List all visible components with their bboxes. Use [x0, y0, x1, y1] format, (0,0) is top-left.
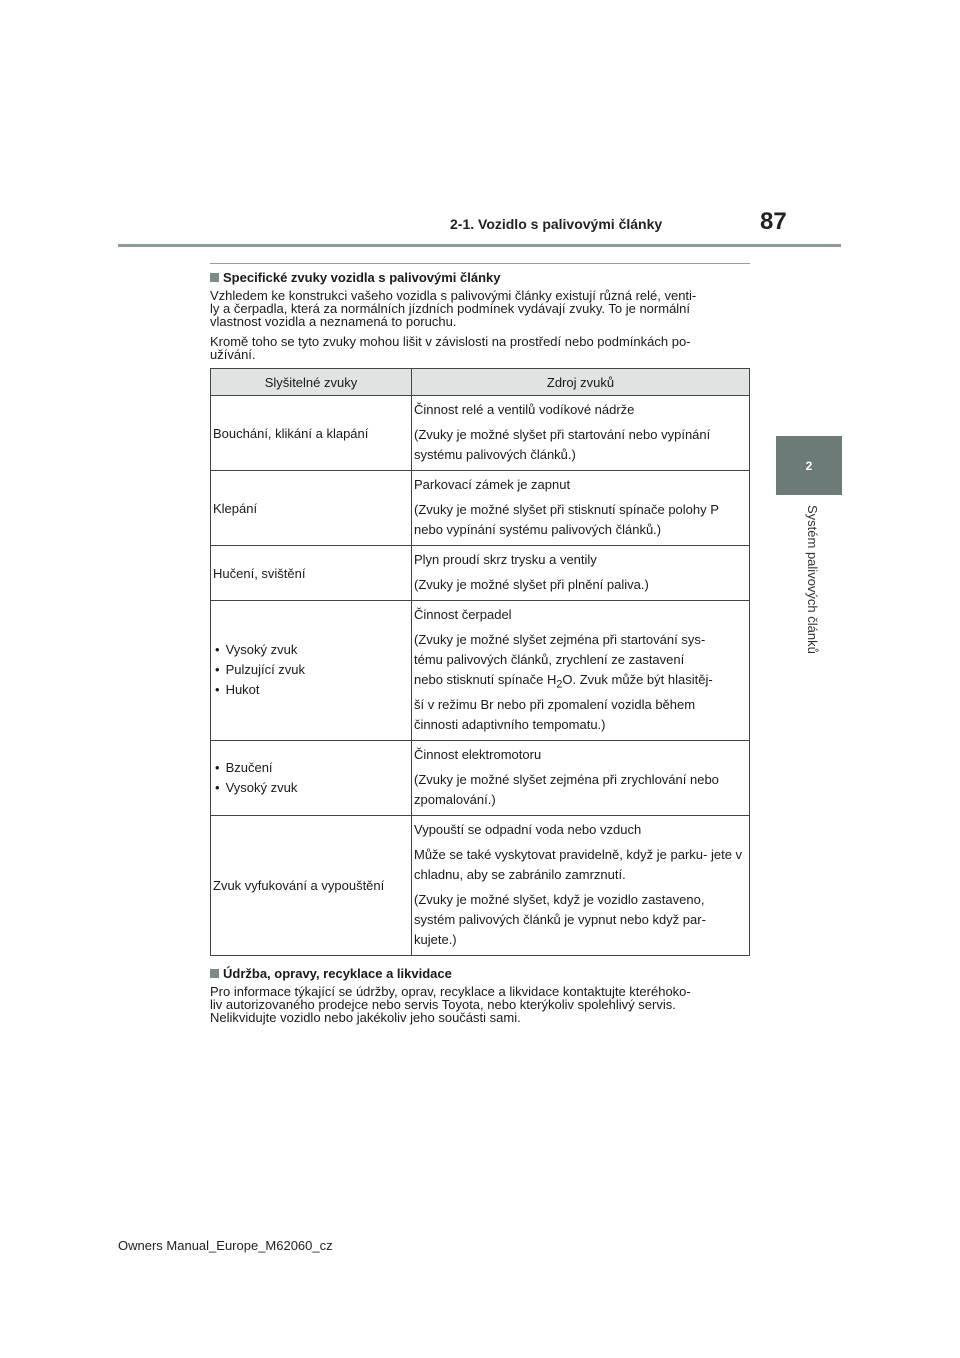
list-item: • Vysoký zvuk: [213, 778, 409, 798]
table-row: [211, 396, 750, 471]
paragraph-maintenance: [210, 985, 750, 1024]
table-row: [211, 815, 750, 955]
text-line: O. Zvuk může být hlasitěj-: [562, 672, 713, 687]
chapter-tab: [776, 436, 842, 495]
text-line: liv autorizovaného prodejce nebo servis Toyota, nebo kterýkoliv spolehlivý servis.: [210, 996, 676, 1012]
text-line: Vzhledem ke konstrukci vašeho vozidla s palivovými články existují různá relé, venti-: [210, 288, 697, 303]
column-header-source: Zdroj zvuků: [412, 369, 750, 396]
source-text: (Zvuky je možné slyšet při stisknutí spínače polohy P nebo vypínání systému palivových článků.): [414, 502, 719, 537]
list-item: • Pulzující zvuk: [213, 660, 409, 680]
list-item: • Bzučení: [213, 758, 409, 778]
source-cell: [412, 396, 750, 471]
section-heading-maintenance: [210, 966, 750, 981]
header-rule: [118, 244, 841, 247]
table-header-row: [211, 369, 750, 396]
source-text: Činnost relé a ventilů vodíkové nádrže: [414, 402, 635, 417]
table-row: [211, 740, 750, 815]
source-cell: [412, 471, 750, 546]
text-line: Nelikvidujte vozidlo nebo jakékoliv jeho součásti sami.: [210, 1009, 521, 1025]
sound-cell: [211, 601, 412, 741]
source-text: Parkovací zámek je zapnut: [414, 477, 571, 492]
text-line: Kromě toho se tyto zvuky mohou lišit v závislosti na prostředí nebo podmínkách po-: [210, 334, 691, 349]
source-cell: [412, 740, 750, 815]
source-cell: [412, 815, 750, 955]
source-cell: [412, 601, 750, 741]
sound-bullet-list: [213, 758, 409, 798]
paragraph-intro: [210, 289, 750, 328]
page-content: [210, 263, 750, 1031]
text-line: vlastnost vozidla a neznamená to poruchu.: [210, 314, 457, 329]
source-text: (Zvuky je možné slyšet, když je vozidlo zastaveno, systém palivových článků je vypnut nebo když par- kujete.): [414, 891, 706, 947]
sound-bullet-list: [213, 640, 409, 700]
table-row: [211, 471, 750, 546]
sounds-table: [210, 368, 750, 956]
list-item: • Vysoký zvuk: [213, 640, 409, 660]
source-cell: [412, 546, 750, 601]
source-text-multiline: [414, 630, 747, 735]
list-item: • Hukot: [213, 680, 409, 700]
section-rule: [210, 263, 750, 264]
square-bullet-icon: [210, 969, 219, 978]
source-text: Činnost čerpadel: [414, 607, 512, 622]
page-number: 87: [760, 208, 787, 235]
table-row: [211, 546, 750, 601]
chapter-title: 2-1. Vozidlo s palivovými články: [450, 216, 663, 232]
section-heading-text: Specifické zvuky vozidla s palivovými články: [223, 270, 501, 285]
source-text: Plyn proudí skrz trysku a ventily: [414, 552, 597, 567]
text-line: ší v režimu Br nebo při zpomalení vozidla během: [414, 696, 696, 712]
sound-cell: Bouchání, klikání a klapání: [211, 396, 412, 471]
source-text: Činnost elektromotoru: [414, 746, 542, 762]
chapter-side-label: Systém palivových článků: [805, 505, 820, 654]
sound-cell: Zvuk vyfukování a vypouštění: [211, 815, 412, 955]
section-heading-text: Údržba, opravy, recyklace a likvidace: [223, 965, 452, 981]
section-heading-sounds: [210, 270, 750, 285]
chapter-tab-number: 2: [805, 458, 813, 473]
source-text: Může se také vyskytovat pravidelně, když je parku- jete v chladnu, aby se zabránilo zamrznutí.: [414, 846, 743, 882]
table-row: [211, 601, 750, 741]
text-line: užívání.: [210, 347, 256, 362]
source-text: Vypouští se odpadní voda nebo vzduch: [414, 821, 642, 837]
text-line: nebo stisknutí spínače H: [414, 672, 557, 687]
footer-manual-id: Owners Manual_Europe_M62060_cz: [118, 1238, 333, 1253]
source-text: (Zvuky je možné slyšet při startování nebo vypínání systému palivových článků.): [414, 427, 711, 462]
sound-cell: Klepání: [211, 471, 412, 546]
column-header-sound: Slyšitelné zvuky: [211, 369, 412, 396]
text-line: ly a čerpadla, která za normálních jízdních podmínek vydávají zvuky. To je normální: [210, 301, 691, 316]
text-line: Pro informace týkající se údržby, oprav, recyklace a likvidace kontaktujte kteréhoko-: [210, 983, 691, 999]
paragraph-variation: [210, 335, 750, 361]
source-text: (Zvuky je možné slyšet při plnění paliva.): [414, 577, 649, 592]
sound-cell: [211, 740, 412, 815]
sound-cell: Hučení, svištění: [211, 546, 412, 601]
subscript: 2: [556, 678, 563, 691]
square-bullet-icon: [210, 273, 219, 282]
text-line: činnosti adaptivního tempomatu.): [414, 716, 606, 732]
text-line: (Zvuky je možné slyšet zejména při startování sys-: [414, 632, 706, 647]
source-text: (Zvuky je možné slyšet zejména při zrychlování nebo zpomalování.): [414, 771, 719, 807]
text-line: tému palivových článků, zrychlení ze zastavení: [414, 652, 685, 667]
